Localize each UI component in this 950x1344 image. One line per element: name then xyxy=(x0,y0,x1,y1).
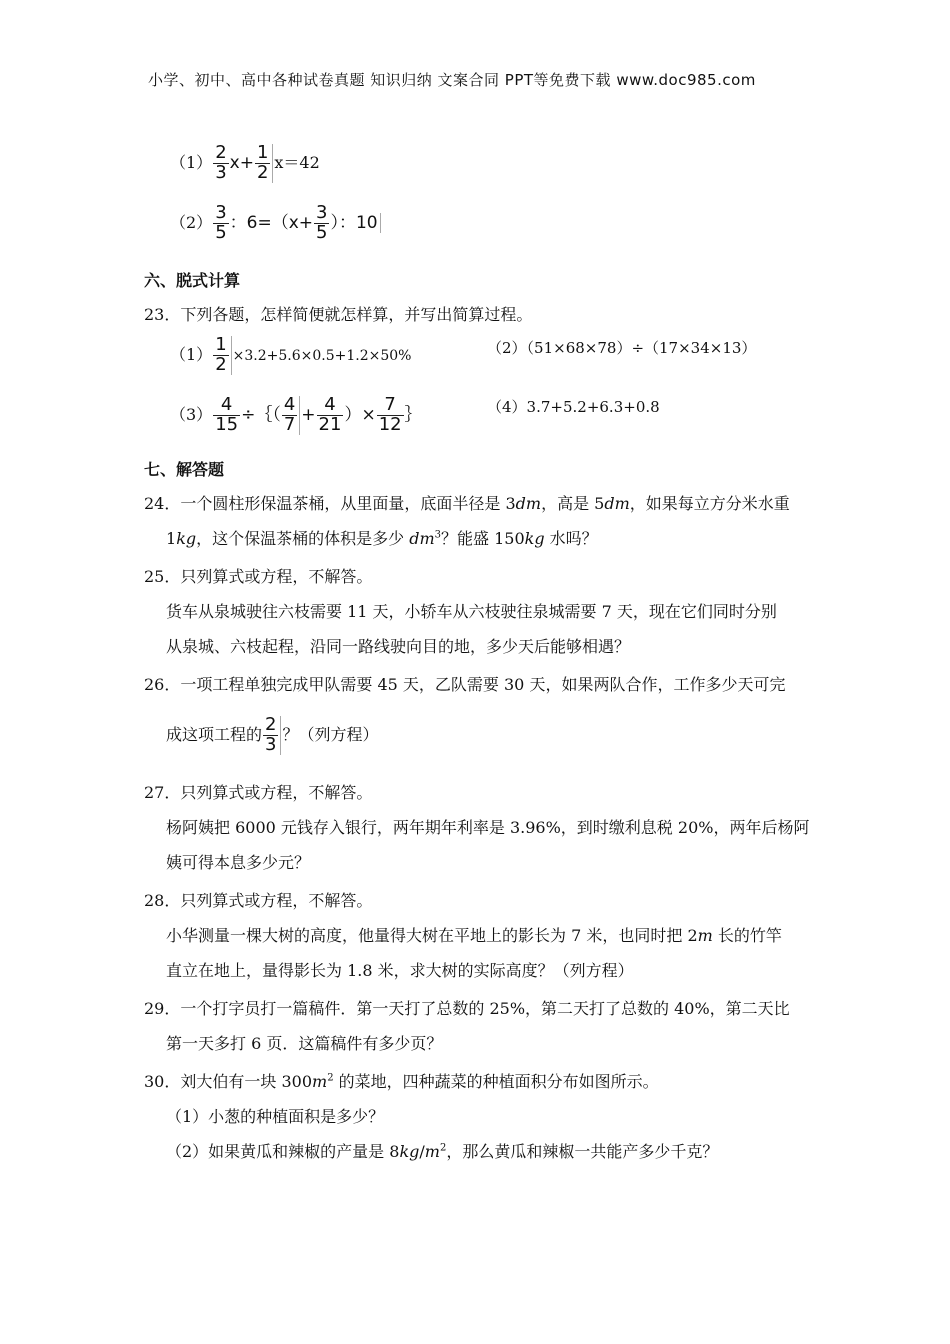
unit: dm xyxy=(409,529,435,548)
superscript: 2 xyxy=(439,1142,447,1154)
question-24 xyxy=(144,491,790,514)
equation-text: ）：10 xyxy=(330,213,380,233)
question-text: 下列各题，怎样简便就怎样算，并写出简算过程。 xyxy=(180,305,533,324)
numerator: 4 xyxy=(220,394,233,415)
numerator: 1 xyxy=(256,142,269,163)
question-text: ？能盛 150 xyxy=(441,529,525,548)
question-23 xyxy=(144,302,532,325)
equation-text: x+ xyxy=(229,152,254,173)
question-text: 小华测量一棵大树的高度，他量得大树在平地上的影长为 7 米，也同时把 2 xyxy=(166,926,698,945)
item-label: （2） xyxy=(170,212,213,232)
expression-text: + xyxy=(301,404,316,425)
item-label: （3） xyxy=(170,404,213,424)
expression-text: ÷｛（ xyxy=(241,404,281,425)
item-label: （1） xyxy=(170,344,213,364)
question-27 xyxy=(144,780,372,803)
question-number: 28． xyxy=(144,891,181,910)
question-text: 只列算式或方程，不解答。 xyxy=(180,783,373,802)
denominator: 7 xyxy=(283,413,296,435)
unit: m xyxy=(424,1142,440,1161)
question-number: 29． xyxy=(144,999,181,1018)
section-title: 六、脱式计算 xyxy=(144,271,241,290)
fraction xyxy=(314,204,329,243)
superscript: 3 xyxy=(434,529,442,541)
fraction xyxy=(263,716,281,755)
unit: dm xyxy=(604,494,630,513)
equation-text: x＝42 xyxy=(274,152,320,172)
question-text: ？（列方程） xyxy=(282,724,379,744)
question-text: 第一天多打 6 页．这篇稿件有多少页？ xyxy=(166,1034,443,1053)
fraction xyxy=(213,336,231,375)
question-number: 24． xyxy=(144,494,181,513)
fraction xyxy=(282,396,300,435)
question-text: 直立在地上，量得影长为 1.8 米，求大树的实际高度？（列方程） xyxy=(166,961,634,980)
q23-part-1 xyxy=(170,336,411,375)
question-text: （2）如果黄瓜和辣椒的产量是 8 xyxy=(166,1142,400,1161)
q23-part-4: （4）3.7+5.2+6.3+0.8 xyxy=(487,398,660,416)
item-label: （1） xyxy=(170,152,213,172)
expression-text: ×3.2+5.6×0.5+1.2×50% xyxy=(232,347,412,364)
question-28 xyxy=(144,888,372,911)
section-title: 七、解答题 xyxy=(144,460,225,479)
superscript: 2 xyxy=(327,1072,334,1084)
numerator: 7 xyxy=(384,394,396,415)
fraction xyxy=(377,396,404,435)
unit: kg xyxy=(176,529,197,548)
question-28-line-1 xyxy=(166,923,782,946)
unit: kg xyxy=(524,529,545,548)
denominator: 15 xyxy=(215,413,239,435)
expression-text: ｝ xyxy=(404,404,422,425)
question-text: 姨可得本息多少元？ xyxy=(166,853,311,872)
unit: dm xyxy=(515,494,542,513)
denominator: 2 xyxy=(215,353,227,375)
numerator: 2 xyxy=(215,142,227,163)
question-text: 1 xyxy=(166,529,177,548)
question-30 xyxy=(144,1069,659,1092)
question-25 xyxy=(144,564,372,587)
question-number: 25． xyxy=(144,567,181,586)
q23-part-2: （2）（51×68×78）÷（17×34×13） xyxy=(487,339,757,357)
denominator: 2 xyxy=(256,161,269,183)
unit: m xyxy=(312,1072,328,1091)
numerator: 3 xyxy=(316,202,328,223)
question-text: 货车从泉城驶往六枝需要 11 天，小轿车从六枝驶往泉城需要 7 天，现在它们同时分别 xyxy=(166,602,777,621)
question-number: 26． xyxy=(144,675,181,694)
question-29 xyxy=(144,996,790,1019)
question-text: ，高是 5 xyxy=(541,494,605,513)
denominator: 5 xyxy=(316,221,328,243)
question-text: 只列算式或方程，不解答。 xyxy=(180,891,373,910)
question-text: 一项工程单独完成甲队需要 45 天，乙队需要 30 天，如果两队合作，工作多少天可完 xyxy=(180,675,786,694)
numerator: 3 xyxy=(215,202,227,223)
question-text: 的菜地，四种蔬菜的种植面积分布如图所示。 xyxy=(333,1072,659,1091)
question-text: 一个打字员打一篇稿件．第一天打了总数的 25%，第二天打了总数的 40%，第二天比 xyxy=(180,999,790,1018)
question-text: 成这项工程的 xyxy=(166,724,263,744)
numerator: 1 xyxy=(215,334,227,355)
q23-part-3 xyxy=(170,396,422,435)
question-text: 杨阿姨把 6000 元钱存入银行，两年期年利率是 3.96%，到时缴利息税 20%，两年后杨阿 xyxy=(166,818,810,837)
expression-text: ）× xyxy=(344,404,376,425)
unit: m xyxy=(697,926,713,945)
question-text: ，如果每立方分米水重 xyxy=(629,494,790,513)
question-text: 水吗？ xyxy=(544,529,598,548)
question-number: 27． xyxy=(144,783,181,802)
equation-2 xyxy=(170,204,381,243)
question-text: （1）小葱的种植面积是多少？ xyxy=(166,1107,385,1126)
denominator: 12 xyxy=(378,413,402,435)
question-text: 一个圆柱形保温茶桶，从里面量，底面半径是 3 xyxy=(180,494,516,513)
equation-text: ：6=（x+ xyxy=(229,212,314,233)
page-header: 小学、初中、高中各种试卷真题 知识归纳 文案合同 PPT等免费下载 www.doc985.com xyxy=(148,71,756,89)
unit-separator: / xyxy=(419,1142,425,1161)
question-number: 30． xyxy=(144,1072,181,1091)
question-text: 刘大伯有一块 300 xyxy=(180,1072,313,1091)
question-text: ，这个保温茶桶的体积是多少 xyxy=(196,529,410,548)
numerator: 4 xyxy=(283,394,296,415)
fraction xyxy=(213,144,228,183)
fraction xyxy=(213,204,228,243)
unit: kg xyxy=(399,1142,420,1161)
question-30-part-2 xyxy=(166,1139,718,1162)
numerator: 4 xyxy=(324,394,336,415)
question-26-line-2 xyxy=(166,716,378,755)
question-26 xyxy=(144,672,785,695)
question-text: 只列算式或方程，不解答。 xyxy=(180,567,373,586)
fraction xyxy=(317,396,344,435)
question-text: 长的竹竿 xyxy=(712,926,782,945)
denominator: 3 xyxy=(215,161,227,183)
fraction xyxy=(255,144,273,183)
question-24-line-2 xyxy=(166,526,598,549)
question-text: 从泉城、六枝起程，沿同一路线驶向目的地，多少天后能够相遇？ xyxy=(166,637,631,656)
numerator: 2 xyxy=(265,714,277,735)
denominator: 3 xyxy=(265,733,277,755)
denominator: 21 xyxy=(318,413,342,435)
fraction xyxy=(213,396,240,435)
question-number: 23． xyxy=(144,305,181,324)
question-text: ，那么黄瓜和辣椒一共能产多少千克？ xyxy=(446,1142,719,1161)
equation-1 xyxy=(170,144,320,183)
denominator: 5 xyxy=(215,221,227,243)
